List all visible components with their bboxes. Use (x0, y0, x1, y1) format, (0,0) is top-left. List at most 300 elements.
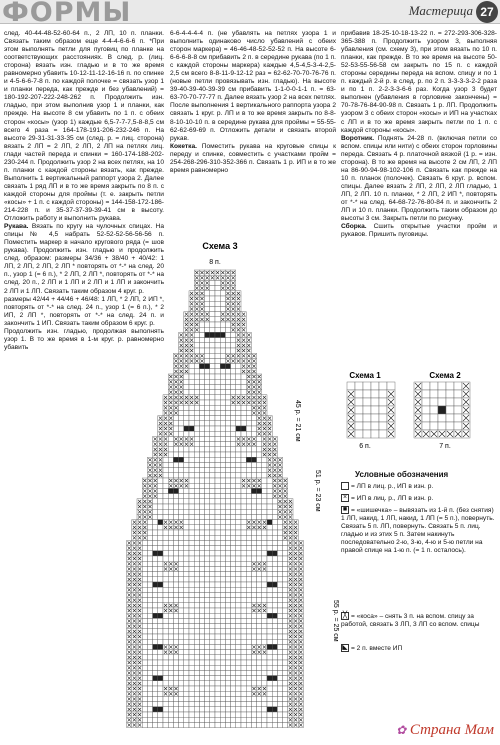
chart-cell (168, 582, 173, 587)
chart-cell (163, 712, 168, 717)
chart-cell (163, 670, 168, 675)
chart-cell (210, 499, 215, 504)
chart-cell (241, 535, 246, 540)
chart-cell (246, 686, 251, 691)
chart-cell (220, 587, 225, 592)
chart-cell (241, 530, 246, 535)
chart-cell (215, 702, 220, 707)
chart-cell (205, 629, 210, 634)
chart-cell (225, 488, 230, 493)
chart-cell (283, 676, 288, 681)
chart-cell (142, 624, 147, 629)
chart-cell (199, 462, 204, 467)
chart-cell (438, 406, 446, 414)
chart-cell (262, 629, 267, 634)
chart-cell (225, 462, 230, 467)
chart-cell (194, 374, 199, 379)
chart-cell (220, 494, 225, 499)
chart-cell (173, 587, 178, 592)
chart-cell (231, 462, 236, 467)
chart-cell (142, 577, 147, 582)
chart-cell (199, 431, 204, 436)
chart-cell (241, 608, 246, 613)
chart-cell (225, 509, 230, 514)
chart-cell (220, 364, 225, 369)
chart-cell (241, 618, 246, 623)
chart-cell (158, 707, 163, 712)
chart-cell (246, 629, 251, 634)
chart-cell (168, 488, 173, 493)
chart-cell (153, 681, 158, 686)
chart-cell (277, 546, 282, 551)
chart-cell (184, 416, 189, 421)
chart-cell (241, 613, 246, 618)
chart-cell (163, 468, 168, 473)
chart-cell (173, 546, 178, 551)
chart-cell (251, 618, 256, 623)
chart-cell (446, 414, 454, 422)
chart-cell (215, 317, 220, 322)
chart-cell (267, 618, 272, 623)
chart-cell (231, 634, 236, 639)
chart-cell (236, 452, 241, 457)
chart-cell (147, 520, 152, 525)
chart-cell (225, 660, 230, 665)
chart-cell (283, 644, 288, 649)
chart-cell (241, 665, 246, 670)
chart-cell (236, 561, 241, 566)
chart-cell (147, 566, 152, 571)
chart-cell (251, 494, 256, 499)
chart-cell (257, 457, 262, 462)
chart-cell (215, 696, 220, 701)
chart-cell (241, 686, 246, 691)
chart-cell (199, 410, 204, 415)
chart-cell (153, 670, 158, 675)
chart-cell (363, 398, 371, 406)
chart-cell (189, 488, 194, 493)
chart-cell (184, 488, 189, 493)
chart-cell (277, 650, 282, 655)
chart-cell (194, 712, 199, 717)
chart-cell (142, 582, 147, 587)
chart-cell (184, 572, 189, 577)
chart-cell (199, 327, 204, 332)
bobble-square-icon: ■ (342, 506, 348, 513)
chart-cell (168, 717, 173, 722)
body-paragraph: Продолжить изн. гладью, продолжая выполнять узор 1. В то же время в 1-м круг. р. равномерно убавить (4, 327, 164, 351)
chart-cell (215, 722, 220, 727)
chart-cell (199, 676, 204, 681)
chart-cell (231, 405, 236, 410)
chart-cell (215, 364, 220, 369)
chart-cell (189, 691, 194, 696)
chart-cell (225, 681, 230, 686)
chart-cell (220, 535, 225, 540)
chart-cell (251, 582, 256, 587)
chart-cell (184, 457, 189, 462)
knitting-chart-2 (410, 370, 490, 450)
chart-cell (283, 566, 288, 571)
chart-cell (246, 416, 251, 421)
chart-cell (272, 530, 277, 535)
chart-cell (153, 592, 158, 597)
chart-cell (168, 722, 173, 727)
chart-cell (236, 681, 241, 686)
chart-cell (272, 634, 277, 639)
chart-cell (225, 530, 230, 535)
chart-cell (173, 499, 178, 504)
chart-cell (215, 473, 220, 478)
chart-cell (225, 686, 230, 691)
chart-cell (241, 447, 246, 452)
chart-cell (194, 494, 199, 499)
chart-cell (205, 618, 210, 623)
chart-cell (199, 696, 204, 701)
chart-cell (246, 665, 251, 670)
chart-cell (189, 613, 194, 618)
chart-cell (189, 457, 194, 462)
chart-cell (158, 639, 163, 644)
chart-cell (267, 525, 272, 530)
chart-cell (236, 665, 241, 670)
chart-cell (257, 436, 262, 441)
chart-cell (371, 398, 379, 406)
chart-cell (215, 670, 220, 675)
chart-cell (210, 332, 215, 337)
chart-cell (168, 613, 173, 618)
chart-cell (163, 639, 168, 644)
chart-cell (210, 546, 215, 551)
chart-cell (241, 598, 246, 603)
chart-cell (189, 473, 194, 478)
chart-cell (179, 405, 184, 410)
chart-cell (173, 582, 178, 587)
chart-cell (205, 348, 210, 353)
chart-cell (173, 452, 178, 457)
chart-cell (220, 369, 225, 374)
chart-cell (225, 384, 230, 389)
chart-cell (236, 655, 241, 660)
chart-cell (147, 712, 152, 717)
chart-cell (241, 462, 246, 467)
chart-cell (173, 592, 178, 597)
legend-item (341, 506, 497, 555)
chart-cell (262, 634, 267, 639)
chart-cell (158, 561, 163, 566)
chart-cell (194, 364, 199, 369)
chart-cell (205, 509, 210, 514)
chart-cell (184, 644, 189, 649)
chart-cell (251, 431, 256, 436)
chart-cell (199, 572, 204, 577)
chart-cell (262, 514, 267, 519)
chart-cell (147, 618, 152, 623)
chart-cell (220, 504, 225, 509)
chart-cell (220, 629, 225, 634)
chart-cell (220, 665, 225, 670)
chart-cell (231, 499, 236, 504)
chart-cell (163, 592, 168, 597)
chart-cell (246, 494, 251, 499)
chart-cell (142, 644, 147, 649)
chart-cell (277, 686, 282, 691)
chart-cell (210, 395, 215, 400)
chart-cell (251, 634, 256, 639)
chart-cell (194, 504, 199, 509)
chart-cell (251, 665, 256, 670)
chart-cell (272, 535, 277, 540)
chart-cell (236, 546, 241, 551)
chart-cell (168, 462, 173, 467)
chart-cell (153, 629, 158, 634)
chart-cell (199, 535, 204, 540)
chart-cell (210, 702, 215, 707)
chart-cell (142, 722, 147, 727)
chart-cell (215, 306, 220, 311)
chart-cell (422, 382, 430, 390)
chart-height-label-3: 55 р. = 25 см (332, 600, 339, 642)
chart-cell (179, 613, 184, 618)
chart-cell (225, 712, 230, 717)
chart-cell (210, 426, 215, 431)
chart-cell (173, 556, 178, 561)
chart-cell (199, 587, 204, 592)
chart-cell (215, 618, 220, 623)
chart-cell (267, 691, 272, 696)
chart-cell (267, 603, 272, 608)
chart-cell (153, 613, 158, 618)
chart-cell (189, 696, 194, 701)
chart-cell (246, 530, 251, 535)
chart-cell (246, 618, 251, 623)
chart-cell (184, 582, 189, 587)
text-column-middle (170, 30, 336, 220)
chart-cell (189, 598, 194, 603)
chart-cell (236, 650, 241, 655)
chart-cell (210, 556, 215, 561)
chart-cell (246, 488, 251, 493)
chart-cell (210, 561, 215, 566)
chart-cell (267, 566, 272, 571)
chart-cell (277, 582, 282, 587)
chart-cell (142, 613, 147, 618)
chart-cell (199, 691, 204, 696)
chart-cell (153, 608, 158, 613)
chart-cell (446, 390, 454, 398)
chart-cell (179, 572, 184, 577)
chart-cell (220, 343, 225, 348)
chart-cell (205, 426, 210, 431)
chart-cell (153, 691, 158, 696)
chart-cell (215, 431, 220, 436)
chart-cell (267, 712, 272, 717)
chart-cell (267, 650, 272, 655)
chart-cell (153, 624, 158, 629)
chart-cell (241, 504, 246, 509)
chart-cell (272, 702, 277, 707)
chart-cell (277, 624, 282, 629)
chart-cell (220, 707, 225, 712)
chart-cell (205, 660, 210, 665)
chart-cell (210, 327, 215, 332)
chart-cell (225, 447, 230, 452)
chart-1-title: Схема 1 (349, 371, 381, 380)
chart-cell (142, 696, 147, 701)
chart-cell (220, 540, 225, 545)
chart-cell (199, 660, 204, 665)
chart-cell (236, 691, 241, 696)
magazine-name: Мастерица (408, 3, 473, 18)
chart-cell (215, 384, 220, 389)
chart-cell (277, 613, 282, 618)
chart-cell (147, 613, 152, 618)
chart-cell (189, 384, 194, 389)
chart-cell (277, 540, 282, 545)
chart-cell (184, 379, 189, 384)
chart-cell (241, 681, 246, 686)
chart-cell (205, 369, 210, 374)
chart-cell (257, 556, 262, 561)
chart-cell (205, 405, 210, 410)
chart-cell (262, 462, 267, 467)
chart-cell (153, 618, 158, 623)
chart-cell (225, 416, 230, 421)
chart-cell (231, 587, 236, 592)
chart-cell (220, 473, 225, 478)
chart-cell (262, 660, 267, 665)
chart-cell (225, 514, 230, 519)
chart-cell (210, 676, 215, 681)
chart-cell (283, 686, 288, 691)
chart-cell (158, 509, 163, 514)
chart-cell (210, 436, 215, 441)
chart-cell (199, 613, 204, 618)
chart-cell (184, 447, 189, 452)
chart-cell (272, 639, 277, 644)
chart-cell (241, 431, 246, 436)
chart-cell (277, 712, 282, 717)
chart-cell (205, 379, 210, 384)
chart-cell (262, 676, 267, 681)
chart-cell (205, 551, 210, 556)
chart-cell (179, 426, 184, 431)
chart-cell (283, 598, 288, 603)
chart-cell (189, 509, 194, 514)
chart-cell (179, 722, 184, 727)
chart-cell (215, 462, 220, 467)
chart-cell (272, 587, 277, 592)
chart-cell (179, 556, 184, 561)
chart-cell (179, 681, 184, 686)
chart-cell (246, 603, 251, 608)
chart-cell (283, 546, 288, 551)
chart-cell (158, 551, 163, 556)
chart-cell (267, 639, 272, 644)
chart-cell (246, 468, 251, 473)
chart-cell (262, 707, 267, 712)
chart-cell (210, 390, 215, 395)
chart-cell (241, 410, 246, 415)
chart-cell (267, 722, 272, 727)
chart-cell (236, 551, 241, 556)
chart-cell (194, 681, 199, 686)
chart-cell (236, 634, 241, 639)
cross-square-icon: × (342, 494, 348, 501)
chart-cell (454, 382, 462, 390)
chart-cell (194, 639, 199, 644)
chart-cell (199, 603, 204, 608)
chart-cell (184, 691, 189, 696)
chart-cell (277, 676, 282, 681)
chart-cell (225, 561, 230, 566)
chart-cell (215, 582, 220, 587)
chart-cell (272, 566, 277, 571)
chart-cell (262, 509, 267, 514)
legend-item (341, 644, 497, 653)
chart-cell (277, 655, 282, 660)
chart-cell (210, 353, 215, 358)
chart-cell (225, 520, 230, 525)
chart-cell (257, 447, 262, 452)
chart-cell (236, 364, 241, 369)
chart-cell (147, 535, 152, 540)
chart-cell (225, 504, 230, 509)
chart-cell (220, 561, 225, 566)
chart-cell (189, 566, 194, 571)
chart-cell (257, 681, 262, 686)
chart-cell (210, 587, 215, 592)
chart-cell (194, 379, 199, 384)
chart-cell (215, 312, 220, 317)
chart-cell (277, 691, 282, 696)
chart-cell (220, 670, 225, 675)
chart-cell (184, 717, 189, 722)
chart-cell (179, 494, 184, 499)
chart-cell (236, 462, 241, 467)
chart-cell (199, 499, 204, 504)
chart-cell (205, 452, 210, 457)
chart-cell (189, 447, 194, 452)
chart-cell (163, 577, 168, 582)
chart-cell (225, 369, 230, 374)
chart-cell (205, 556, 210, 561)
chart-cell (173, 639, 178, 644)
chart-cell (262, 473, 267, 478)
chart-cell (241, 717, 246, 722)
chart-cell (241, 592, 246, 597)
chart-title: Схема 3 (202, 241, 238, 251)
chart-cell (215, 551, 220, 556)
chart-cell (267, 509, 272, 514)
chart-cell (225, 364, 230, 369)
chart-cell (205, 514, 210, 519)
chart-cell (283, 691, 288, 696)
body-text: Поместить рукава на круговые спицы к переду и спинке, совместить с участками пройм = 254-268-296-310-352-366 п. Связать 1 р. ИП и в то же время равномерно (170, 142, 336, 174)
chart-cell (257, 468, 262, 473)
chart-cell (153, 707, 158, 712)
chart-cell (231, 379, 236, 384)
chart-cell (272, 681, 277, 686)
chart-cell (199, 483, 204, 488)
chart-cell (184, 462, 189, 467)
chart-cell (168, 592, 173, 597)
chart-cell (184, 650, 189, 655)
chart-cell (231, 473, 236, 478)
chart-cell (220, 379, 225, 384)
chart-cell (205, 525, 210, 530)
chart-cell (241, 468, 246, 473)
